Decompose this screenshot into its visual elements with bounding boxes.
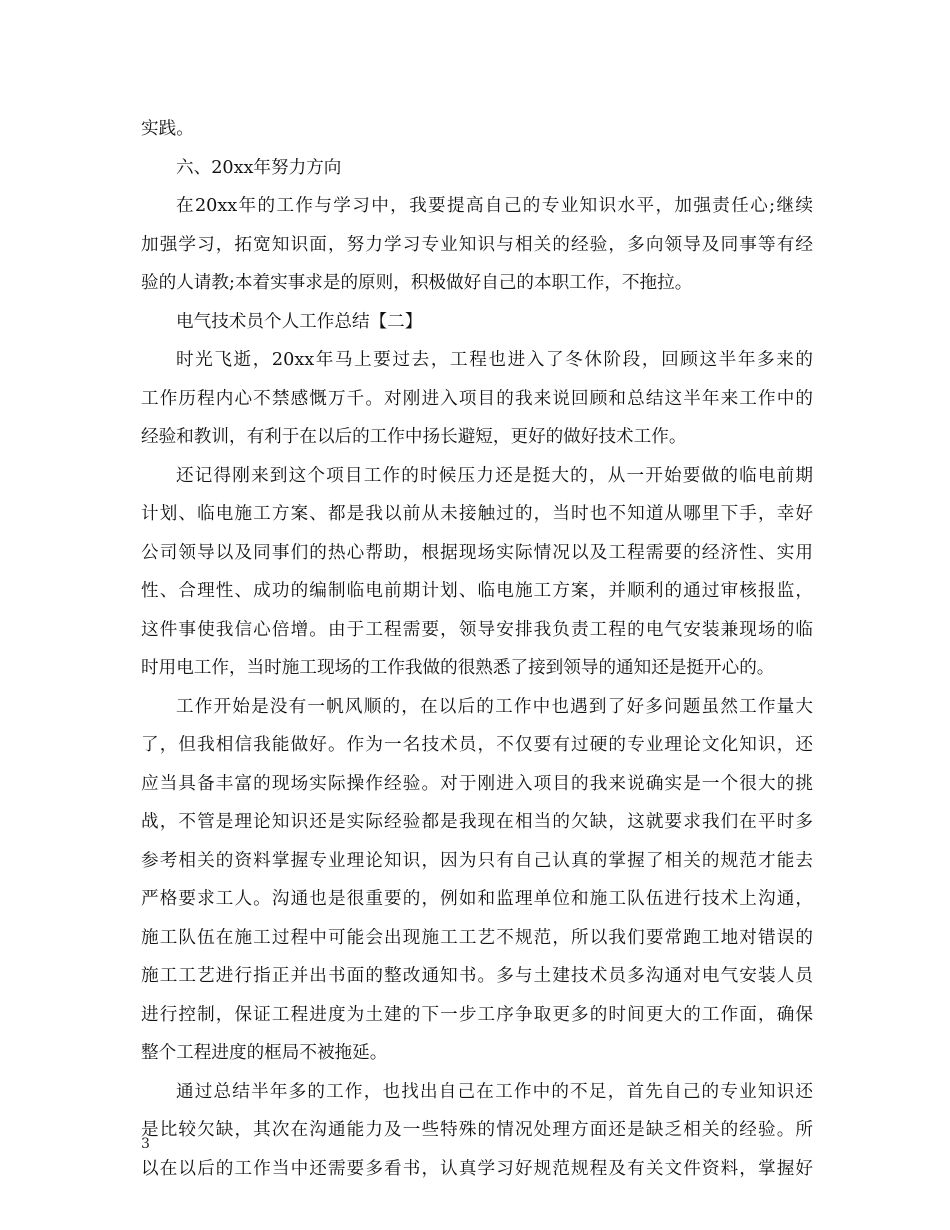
paragraph-line: 应当具备丰富的现场实际操作经验。对于刚进入项目的我来说确实是一个很大的挑 bbox=[141, 773, 813, 794]
paragraph-line: 计划、临电施工方案、都是我以前从未接触过的，当时也不知道从哪里下手，幸好 bbox=[141, 504, 813, 524]
paragraph-line: 时用电工作，当时施工现场的工作我做的很熟悉了接到领导的通知还是挺开心的。 bbox=[141, 658, 775, 678]
paragraph-line: 六、20xx年努力方向 bbox=[176, 157, 342, 178]
paragraph-line: 验的人请教;本着实事求是的原则，积极做好自己的本职工作，不拖拉。 bbox=[141, 273, 693, 293]
paragraph-line: 严格要求工人。沟通也是很重要的，例如和监理单位和施工队伍进行技术上沟通， bbox=[141, 889, 813, 909]
paragraph-line: 工作开始是没有一帆风顺的，在以后的工作中也遇到了好多问题虽然工作量大 bbox=[176, 696, 813, 717]
paragraph-line: 了，但我相信我能做好。作为一名技术员，不仅要有过硬的专业理论文化知识，还 bbox=[141, 735, 813, 755]
paragraph-line: 工作历程内心不禁感慨万千。对刚进入项目的我来说回顾和总结这半年来工作中的 bbox=[141, 388, 813, 409]
paragraph-line: 是比较欠缺，其次在沟通能力及一些特殊的情况处理方面还是缺乏相关的经验。所 bbox=[141, 1120, 813, 1140]
paragraph-line: 施工队伍在施工过程中可能会出现施工工艺不规范，所以我们要常跑工地对错误的 bbox=[141, 927, 813, 948]
paragraph-line: 电气技术员个人工作总结【二】 bbox=[176, 311, 423, 332]
paragraph-line: 经验和教训，有利于在以后的工作中扬长避短，更好的做好技术工作。 bbox=[141, 427, 687, 447]
document-body bbox=[141, 110, 813, 1188]
paragraph-line: 性、合理性、成功的编制临电前期计划、临电施工方案，并顺利的通过审核报监， bbox=[141, 581, 813, 601]
paragraph-line: 加强学习，拓宽知识面，努力学习专业知识与相关的经验，多向领导及同事等有经 bbox=[141, 234, 813, 255]
paragraph-line: 整个工程进度的框局不被拖延。 bbox=[141, 1043, 388, 1063]
paragraph-line: 参考相关的资料掌握专业理论知识，因为只有自己认真的掌握了相关的规范才能去 bbox=[141, 850, 813, 871]
paragraph-line: 战，不管是理论知识还是实际经验都是我现在相当的欠缺，这就要求我们在平时多 bbox=[141, 812, 813, 832]
paragraph-line: 还记得刚来到这个项目工作的时候压力还是挺大的，从一开始要做的临电前期 bbox=[176, 465, 813, 486]
paragraph-line: 时光飞逝，20xx年马上要过去，工程也进入了冬休阶段，回顾这半年多来的 bbox=[176, 350, 813, 370]
paragraph-line: 通过总结半年多的工作，也找出自己在工作中的不足，首先自己的专业知识还 bbox=[176, 1081, 813, 1102]
paragraph-line: 这件事使我信心倍增。由于工程需要，领导安排我负责工程的电气安装兼现场的临 bbox=[141, 619, 813, 640]
paragraph-line: 施工工艺进行指正并出书面的整改通知书。多与土建技术员多沟通对电气安装人员 bbox=[141, 966, 813, 986]
paragraph-line: 以在以后的工作当中还需要多看书，认真学习好规范规程及有关文件资料，掌握好 bbox=[141, 1158, 813, 1179]
paragraph-line: 公司领导以及同事们的热心帮助，根据现场实际情况以及工程需要的经济性、实用 bbox=[141, 542, 813, 563]
paragraph-line: 在20xx年的工作与学习中，我要提高自己的专业知识水平，加强责任心;继续 bbox=[176, 196, 813, 216]
paragraph-line: 实践。 bbox=[141, 119, 194, 139]
page-number: 3 bbox=[141, 1136, 150, 1152]
paragraph-line: 进行控制，保证工程进度为土建的下一步工序争取更多的时间更大的工作面，确保 bbox=[141, 1004, 813, 1025]
